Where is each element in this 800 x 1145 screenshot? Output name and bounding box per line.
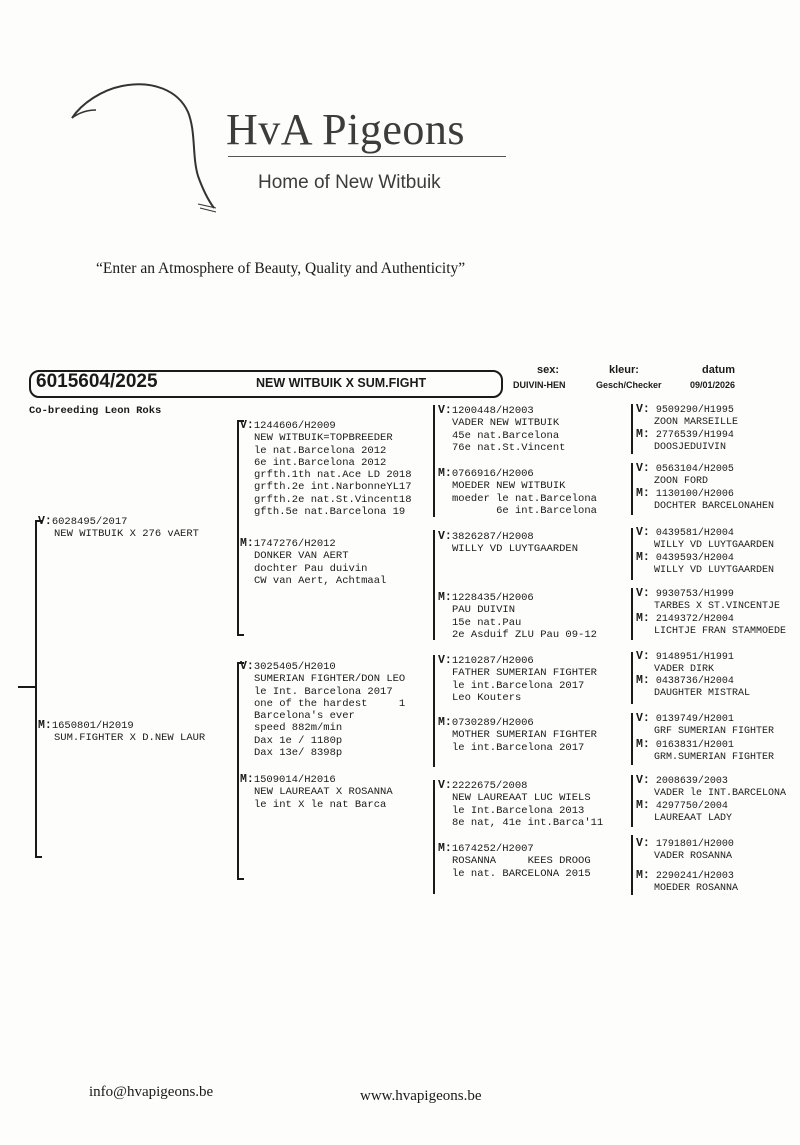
- gen3-mmf: V:2222675/2008 NEW LAUREAAT LUC WIELS le Int.Barcelona 2013 8e nat, 41e int.Barca'11: [438, 779, 604, 829]
- sex-label: sex:: [537, 364, 560, 376]
- gen4-a1: V: 9509290/H1995 ZOON MARSEILLE: [636, 403, 739, 428]
- gen4-e2: M: 0438736/H2004 DAUGHTER MISTRAL: [636, 674, 751, 699]
- bracket-gen3-1: [433, 405, 435, 517]
- sire-tag: V:: [38, 515, 52, 528]
- gen3-ffm: M:0766916/H2006 MOEDER NEW WITBUIK moeder le nat.Barcelona 6e int.Barcelona: [438, 467, 597, 517]
- brand-underline: [228, 156, 506, 157]
- pigeon-head-logo: [60, 78, 230, 218]
- date-value: 09/01/2026: [690, 380, 736, 390]
- breeder-note: Co-breeding Leon Roks: [29, 405, 162, 417]
- bracket-gen4-7: [631, 775, 633, 827]
- gen3-fmf: V:3826287/H2008 WILLY VD LUYTGAARDEN: [438, 530, 579, 556]
- bracket-root: [18, 686, 35, 688]
- bracket-gen4-5: [631, 652, 633, 704]
- bracket-gen4-2: [631, 463, 633, 515]
- gen2-mm: M:1509014/H2016 NEW LAUREAAT X ROSANNA le int X le nat Barca: [240, 773, 393, 811]
- bracket-gen3-4: [433, 780, 435, 894]
- gen4-h1: V: 1791801/H2000 VADER ROSANNA: [636, 837, 734, 862]
- bracket-gen3-3: [433, 655, 435, 767]
- bracket-gen2-bottom: [237, 662, 239, 880]
- gen4-d2: M: 2149372/H2004 LICHTJE FRAN STAMMOEDE: [636, 612, 787, 637]
- bracket-gen4-8: [631, 835, 633, 895]
- gen3-mff: V:1210287/H2006 FATHER SUMERIAN FIGHTER le int.Barcelona 2017 Leo Kouters: [438, 654, 597, 704]
- gen4-f2: M: 0163831/H2001 GRM.SUMERIAN FIGHTER: [636, 738, 775, 763]
- sex-value: DUIVIN-HEN: [513, 380, 566, 390]
- gen4-e1: V: 9148951/H1991 VADER DIRK: [636, 650, 734, 675]
- color-label: kleur:: [609, 364, 639, 376]
- gen3-fff: V:1200448/H2003 VADER NEW WITBUIK 45e nat.Barcelona 76e nat.St.Vincent: [438, 404, 566, 454]
- gen2-fm: M:1747276/H2012 DONKER VAN AERT dochter Pau duivin CW van Aert, Achtmaal: [240, 537, 387, 587]
- gen4-d1: V: 9930753/H1999 TARBES X ST.VINCENTJE: [636, 587, 781, 612]
- ring-number: 6015604/2025: [36, 371, 158, 392]
- bracket-gen1: [35, 520, 37, 858]
- gen1-father: V:6028495/2017 NEW WITBUIK X 276 vAERT: [38, 515, 199, 541]
- gen4-b1: V: 0563104/H2005 ZOON FORD: [636, 462, 734, 487]
- gen1-mother: M:1650801/H2019 SUM.FIGHTER X D.NEW LAUR: [38, 719, 206, 745]
- color-value: Gesch/Checker: [596, 380, 662, 390]
- gen4-c1: V: 0439581/H2004 WILLY VD LUYTGAARDEN: [636, 526, 775, 551]
- gen4-c2: M: 0439593/H2004 WILLY VD LUYTGAARDEN: [636, 551, 775, 576]
- footer-website[interactable]: www.hvapigeons.be: [360, 1088, 482, 1104]
- brand-title: HvA Pigeons: [226, 105, 465, 154]
- bracket-gen4-6: [631, 713, 633, 765]
- footer-email[interactable]: info@hvapigeons.be: [89, 1084, 214, 1100]
- gen4-g1: V: 2008639/2003 VADER le INT.BARCELONA: [636, 774, 787, 799]
- gen2-mf: V:3025405/H2010 SUMERIAN FIGHTER/DON LEO le Int. Barcelona 2017 one of the hardest 1 Barcelona's ever speed 882m/min Dax 1e / 1180p Dax 13e/ 8398p: [240, 660, 406, 760]
- gen4-b2: M: 1130100/H2006 DOCHTER BARCELONAHEN: [636, 487, 775, 512]
- bracket-gen4-4: [631, 588, 633, 640]
- gen2-ff: V:1244606/H2009 NEW WITBUIK=TOPBREEDER le nat.Barcelona 2012 6e int.Barcelona 2012 grfth.1th nat.Ace LD 2018 grfth.2e int.NarbonneYL17 grfth.2e nat.St.Vincent18 gfth.5e nat.Barcelona 19: [240, 419, 412, 519]
- gen4-h2: M: 2290241/H2003 MOEDER ROSANNA: [636, 869, 739, 894]
- gen3-mmm: M:1674252/H2007 ROSANNA KEES DROOG le nat. BARCELONA 2015: [438, 842, 591, 880]
- gen4-a2: M: 2776539/H1994 DOOSJEDUIVIN: [636, 428, 734, 453]
- gen3-fmm: M:1228435/H2006 PAU DUIVIN 15e nat.Pau 2e Asduif ZLU Pau 09-12: [438, 591, 597, 641]
- bracket-gen3-2: [433, 530, 435, 640]
- pigeon-name: NEW WITBUIK X SUM.FIGHT: [256, 376, 427, 390]
- slogan: “Enter an Atmosphere of Beauty, Quality and Authenticity”: [96, 260, 466, 277]
- gen4-f1: V: 0139749/H2001 GRF SUMERIAN FIGHTER: [636, 712, 775, 737]
- bracket-gen2-top: [237, 420, 239, 636]
- gen3-mfm: M:0730289/H2006 MOTHER SUMERIAN FIGHTER le int.Barcelona 2017: [438, 716, 597, 754]
- bracket-gen4-1: [631, 404, 633, 454]
- bracket-gen4-3: [631, 528, 633, 580]
- date-label: datum: [702, 364, 735, 376]
- brand-subtitle: Home of New Witbuik: [258, 172, 441, 193]
- dam-tag: M:: [38, 719, 52, 732]
- gen4-g2: M: 4297750/2004 LAUREAAT LADY: [636, 799, 733, 824]
